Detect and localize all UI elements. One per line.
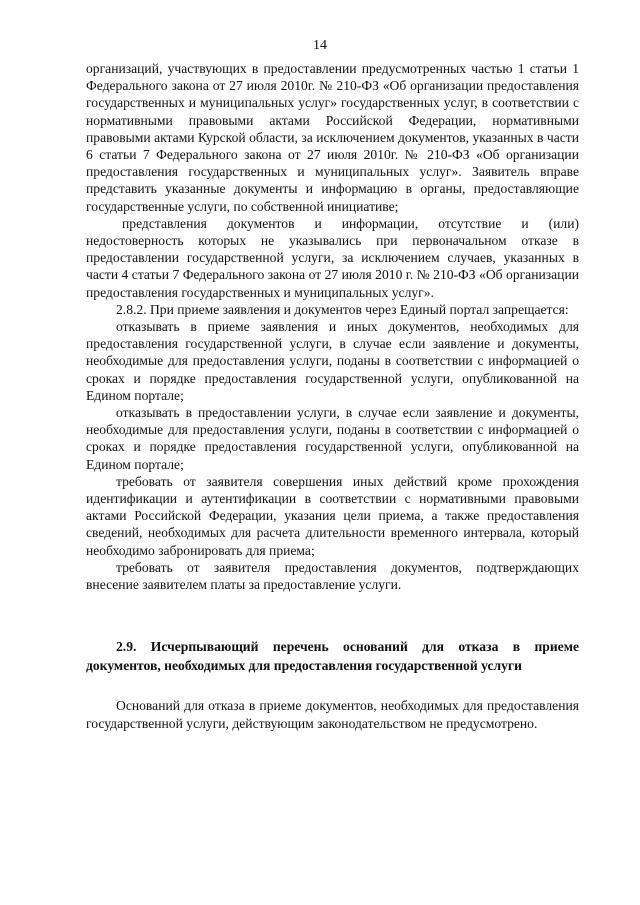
- paragraph-6: требовать от заявителя совершения иных действий кроме прохождения идентификации и аутентификации в соответствии с нормативными правовыми актами Российской Федерации, указания цели приема, а также предоставления сведений, необходимых для расчета длительности временного интервала, который необходимо забронировать для приема;: [86, 473, 579, 558]
- paragraph-3: 2.8.2. При приеме заявления и документов через Единый портал запрещается:: [116, 301, 569, 317]
- paragraph-7: требовать от заявителя предоставления документов, подтверждающих внесение заявителем платы за предоставление услуги.: [86, 559, 579, 593]
- section-body: Оснований для отказа в приеме документов, необходимых для предоставления государственной услуги, действующим законодательством не предусмотрено.: [86, 698, 579, 731]
- section-heading: 2.9. Исчерпывающий перечень оснований для отказа в приеме документов, необходимых для предоставления государственной услуги: [86, 639, 579, 674]
- document-body: [86, 60, 579, 732]
- paragraph-2: представления документов и информации, отсутствие и (или) недостоверность которых не указывались при первоначальном отказе в предоставлении государственной услуги, за исключением случаев, указанных в части 4 статьи 7 Федерального закона от 27 июля 2010 г. № 210-ФЗ «Об организации предоставления государственных и муниципальных услуг».: [86, 215, 579, 300]
- paragraph-5: отказывать в предоставлении услуги, в случае если заявление и документы, необходимые для предоставления услуги, поданы в соответствии с информацией о сроках и порядке предоставления государственной услуги, опубликованной на Едином портале;: [86, 405, 579, 472]
- paragraph-4: отказывать в приеме заявления и иных документов, необходимых для предоставления государственной услуги, в случае если заявление и документы, необходимые для предоставления услуги, поданы в соответствии с информацией о сроках и порядке предоставления государственной услуги, опубликованной на Едином портале;: [86, 319, 579, 403]
- page-number: 14: [313, 38, 327, 53]
- paragraph-1: организаций, участвующих в предоставлении предусмотренных частью 1 статьи 1 Федерального закона от 27 июля 2010г. № 210-ФЗ «Об организации предоставления государственных и муниципальных услуг» государственных услуг, в соответствии с нормативными правовыми актами Российской Федерации, нормативными правовыми актами Курской области, за исключением документов, указанных в части 6 статьи 7 Федерального закона от 27 июля 2010г. № 210-ФЗ «Об организации предоставления государственных и муниципальных услуг». Заявитель вправе представить указанные документы и информацию в органы, предоставляющие государственные услуги, по собственной инициативе;: [86, 61, 579, 214]
